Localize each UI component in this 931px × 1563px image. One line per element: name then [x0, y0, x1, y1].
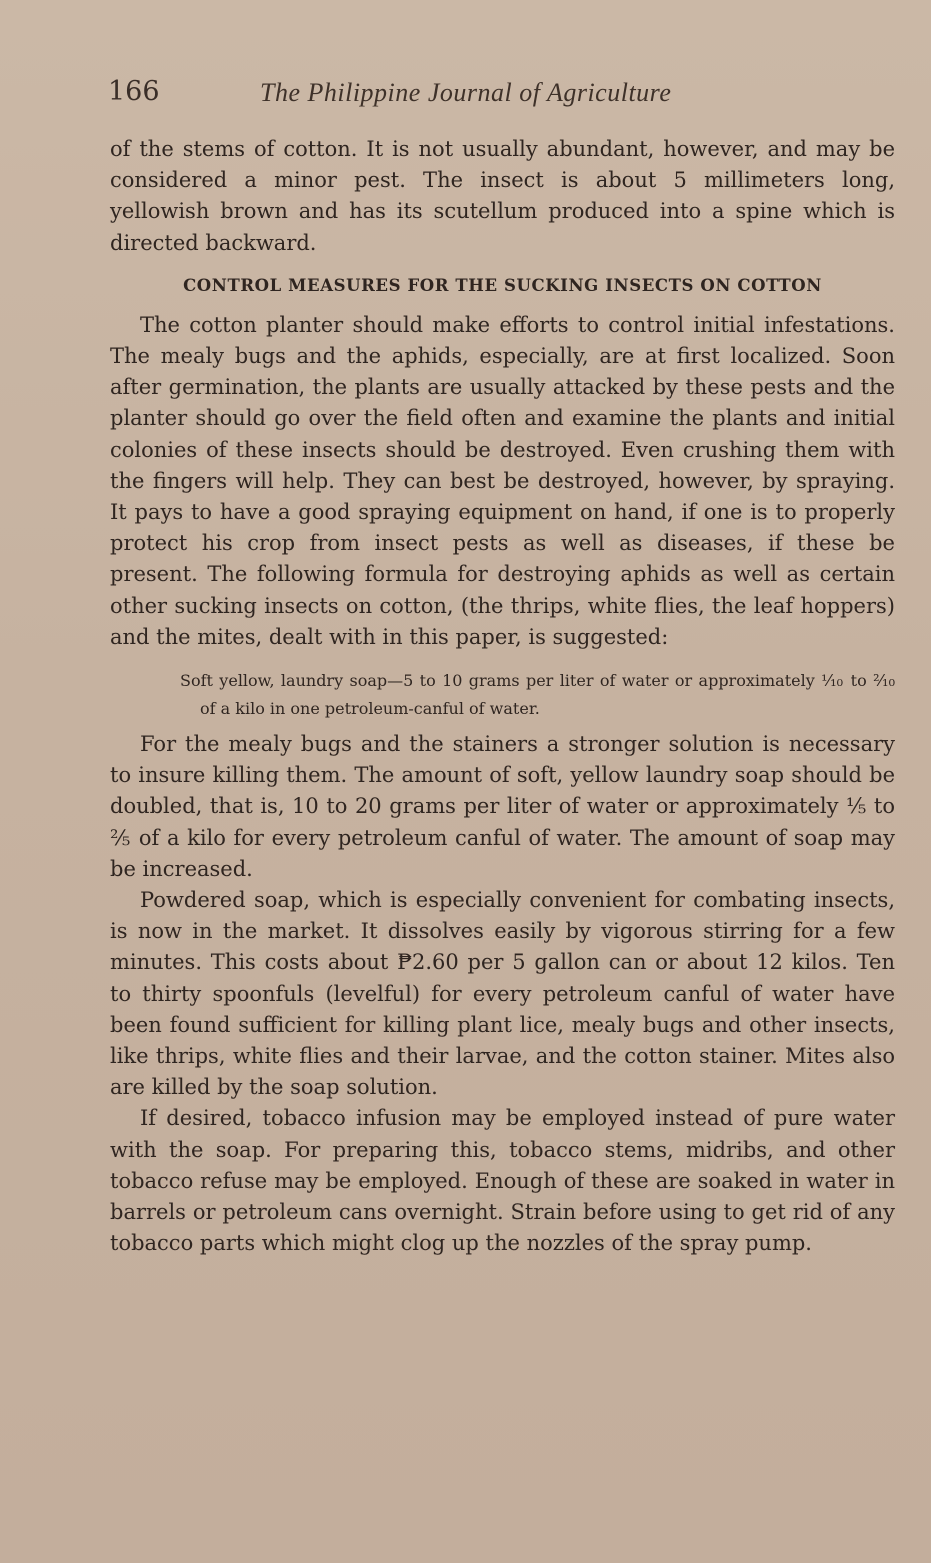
- paragraph-continuation: of the stems of cotton. It is not usually abundant, however, and may be considered a minor pest. The insect is about 5 millimeters long, yellowish brown and has its scutellum produced into a spine which is directed backward.: [110, 137, 895, 255]
- journal-title: The Philippine Journal of Agriculture: [260, 78, 672, 107]
- body-text: [110, 134, 895, 1260]
- paragraph-control-measures: The cotton planter should make efforts to control initial infestations. The mealy bugs and the aphids, especially, are at first localized. Soon after germination, the plants are usually attacked by these pests and the planter should go over the field often and examine the plants and initial colonies of these insects should be destroyed. Even crushing them with the fingers will help. They can best be destroyed, however, by spraying. It pays to have a good spraying equipment on hand, if one is to properly protect his crop from insect pests as well as diseases, if these be present. The following formula for destroying aphids as well as certain other sucking insects on cotton, (the thrips, white flies, the leaf hoppers) and the mites, dealt with in this paper, is suggested:: [110, 312, 895, 649]
- section-heading: CONTROL MEASURES FOR THE SUCKING INSECTS ON COTTON: [183, 275, 822, 295]
- paragraph-tobacco-infusion: If desired, tobacco infusion may be employed instead of pure water with the soap. For preparing this, tobacco stems, midribs, and other tobacco refuse may be employed. Enough of these are soaked in water in barrels or petroleum cans overnight. Strain before using to get rid of any tobacco parts which might clog up the nozzles of the spray pump.: [110, 1106, 895, 1256]
- soap-formula: Soft yellow, laundry soap—5 to 10 grams per liter of water or approximately ⅒ to ²⁄₁₀ of a kilo in one petroleum-canful of water.: [180, 671, 895, 719]
- page-number: 166: [108, 76, 160, 107]
- paragraph-powdered-soap: Powdered soap, which is especially convenient for combating insects, is now in the market. It dissolves easily by vigorous stirring for a few minutes. This costs about ₱2.60 per 5 gallon can or about 12 kilos. Ten to thirty spoonfuls (levelful) for every petroleum canful of water have been found sufficient for killing plant lice, mealy bugs and other insects, like thrips, white flies and their larvae, and the cotton stainer. Mites also are killed by the soap solution.: [110, 888, 895, 1100]
- running-head: [108, 76, 898, 112]
- paragraph-stronger-solution: For the mealy bugs and the stainers a stronger solution is necessary to insure killing them. The amount of soft, yellow laundry soap should be doubled, that is, 10 to 20 grams per liter of water or approximately ⅕ to ⅖ of a kilo for every petroleum canful of water. The amount of soap may be increased.: [110, 732, 895, 881]
